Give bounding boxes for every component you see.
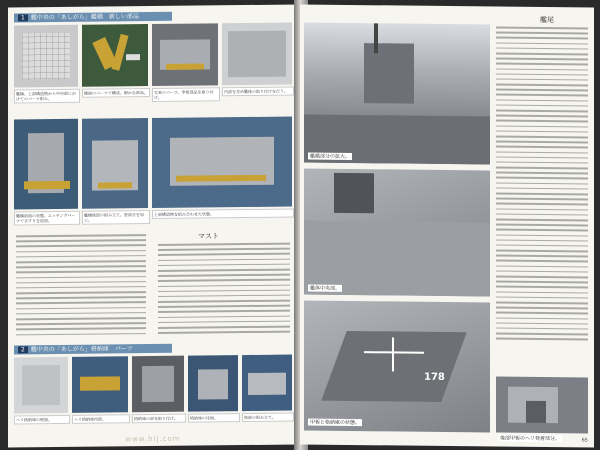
label-midship: 艦体中央部。 — [310, 285, 341, 292]
caption-mid-1: 艦橋前面の状態。エッチングパーツで手すりを追加。 — [14, 211, 80, 226]
photo-hangar-floor — [188, 355, 238, 412]
section1-banner — [14, 12, 172, 23]
body-text-right — [496, 27, 588, 344]
deck-number: 178 — [424, 371, 445, 383]
photo-ship-helideck — [304, 301, 490, 433]
photo-hull-section — [152, 23, 218, 86]
photo-stern-detail — [496, 377, 588, 434]
label-bridge: 艦橋部分の拡大。 — [310, 153, 351, 160]
left-page — [8, 4, 298, 447]
photo-ship-bridge — [304, 23, 490, 165]
caption-mid-3: 上部構造物を組み合わせた状態。 — [152, 209, 294, 219]
photo-hangar-door — [132, 356, 184, 413]
caption-bottom-5: 後部の組み立て。 — [242, 413, 294, 423]
right-page — [300, 4, 594, 447]
caption-top-3: 写真のパーツ。甲板部品を取り付け。 — [152, 87, 220, 102]
photo-parts-sheet — [14, 25, 78, 88]
caption-bottom-2: ヘリ格納庫内部。 — [72, 414, 130, 424]
section2-banner — [14, 344, 172, 355]
photo-deck-plate — [222, 23, 292, 86]
body-text-col1 — [16, 234, 146, 339]
caption-mid-2: 艦橋後部の組み立て。窓部分を加工。 — [82, 210, 150, 225]
body-text-col2 — [158, 243, 290, 338]
caption-top-4: 内部を含め艦体の取り付けを行う。 — [222, 87, 294, 97]
photo-superstructure — [152, 117, 292, 208]
stern-heading: 艦尾 — [540, 15, 554, 25]
caption-bottom-1: ヘリ格納庫の壁面。 — [14, 415, 70, 425]
page-number: 65 — [581, 437, 588, 444]
section2-title: 艦中央の「あしがら」格納庫 パーツ — [30, 345, 133, 354]
caption-top-2: 側面のパーツで構成。細かな部品。 — [82, 88, 150, 98]
photo-stern-assembly — [242, 355, 292, 412]
photo-hangar-parts — [14, 357, 68, 414]
caption-bottom-3: 格納庫の扉を取り付け。 — [132, 414, 186, 424]
photo-ship-midship — [304, 169, 490, 297]
mast-heading: マスト — [198, 232, 219, 241]
photo-bridge-rear — [82, 118, 148, 209]
caption-bottom-4: 格納庫の床面。 — [188, 413, 240, 423]
section2-number: 2 — [18, 346, 28, 353]
label-helideck: 甲板と格納庫の状態。 — [310, 419, 361, 427]
photo-hangar-interior — [72, 356, 128, 413]
caption-top-1: 艦橋。上部構造物から中央部にかけてのパーツ組み。 — [14, 89, 80, 104]
photo-etched-parts — [82, 24, 148, 87]
label-stern: 後部甲板のヘリ発着部分。 — [500, 435, 561, 443]
section1-title: 艦中央の「あしがら」艦橋 新しい部品 — [30, 13, 139, 22]
section1-number: 1 — [18, 14, 28, 21]
url-watermark: www.hlj.com — [125, 434, 181, 444]
photo-bridge-front — [14, 119, 78, 210]
